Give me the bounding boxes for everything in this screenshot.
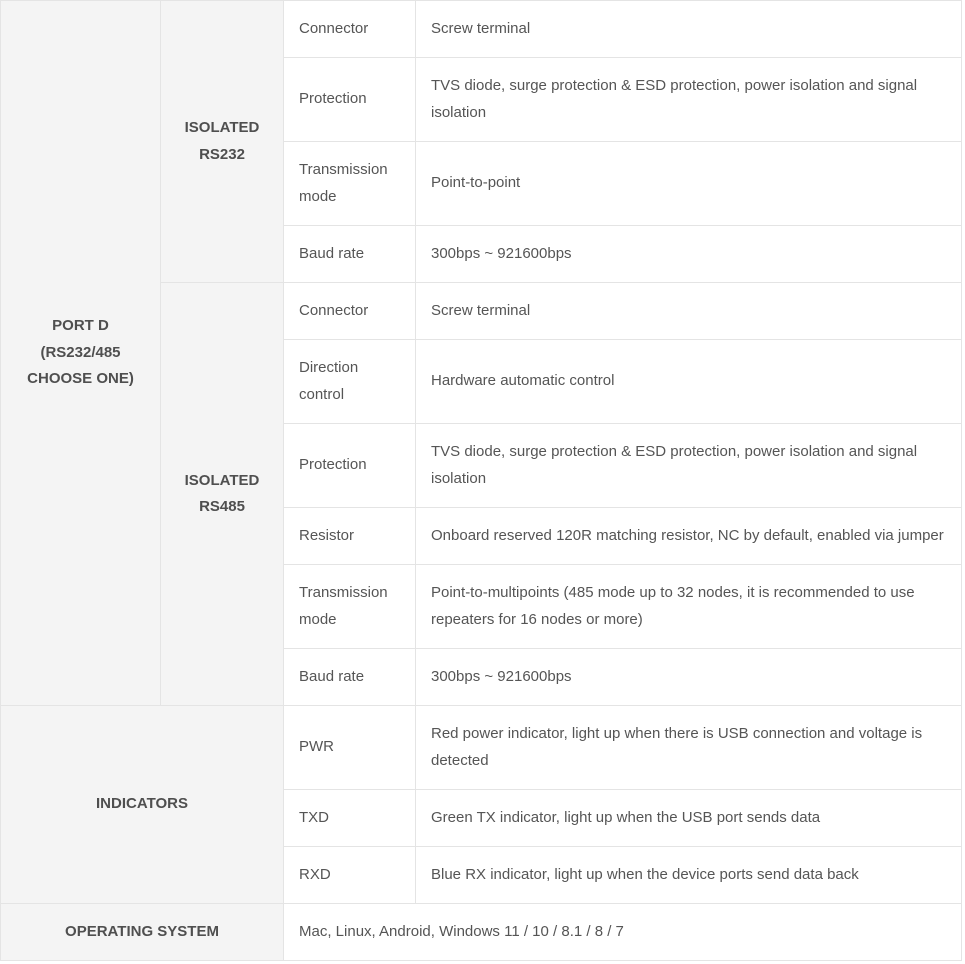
table-row	[1, 706, 962, 790]
row-value: 300bps ~ 921600bps	[416, 649, 962, 706]
row-value: Onboard reserved 120R matching resistor, NC by default, enabled via jumper	[416, 508, 962, 565]
row-value: Hardware automatic control	[416, 340, 962, 424]
row-label: Baud rate	[284, 649, 416, 706]
row-label: TXD	[284, 790, 416, 847]
operating-system-header: OPERATING SYSTEM	[1, 904, 284, 961]
row-label: Connector	[284, 1, 416, 58]
row-label: Transmission mode	[284, 565, 416, 649]
row-label: RXD	[284, 847, 416, 904]
rs232-header: ISOLATED RS232	[161, 1, 284, 283]
table-row	[1, 904, 962, 961]
row-value: Screw terminal	[416, 283, 962, 340]
row-value: Blue RX indicator, light up when the device ports send data back	[416, 847, 962, 904]
indicators-header: INDICATORS	[1, 706, 284, 904]
row-value: Red power indicator, light up when there is USB connection and voltage is detected	[416, 706, 962, 790]
row-label: Resistor	[284, 508, 416, 565]
row-value: 300bps ~ 921600bps	[416, 226, 962, 283]
row-value: Screw terminal	[416, 1, 962, 58]
operating-system-value: Mac, Linux, Android, Windows 11 / 10 / 8.1 / 8 / 7	[284, 904, 962, 961]
row-label: Protection	[284, 424, 416, 508]
row-label: Transmission mode	[284, 142, 416, 226]
table-row	[1, 1, 962, 58]
row-value: TVS diode, surge protection & ESD protection, power isolation and signal isolation	[416, 58, 962, 142]
row-label: Direction control	[284, 340, 416, 424]
row-value: TVS diode, surge protection & ESD protection, power isolation and signal isolation	[416, 424, 962, 508]
row-value: Point-to-multipoints (485 mode up to 32 nodes, it is recommended to use repeaters for 16 nodes or more)	[416, 565, 962, 649]
row-label: PWR	[284, 706, 416, 790]
row-label: Baud rate	[284, 226, 416, 283]
rs485-header: ISOLATED RS485	[161, 283, 284, 706]
row-label: Connector	[284, 283, 416, 340]
port-d-header: PORT D (RS232/485 CHOOSE ONE)	[1, 1, 161, 706]
row-label: Protection	[284, 58, 416, 142]
row-value: Green TX indicator, light up when the USB port sends data	[416, 790, 962, 847]
row-value: Point-to-point	[416, 142, 962, 226]
